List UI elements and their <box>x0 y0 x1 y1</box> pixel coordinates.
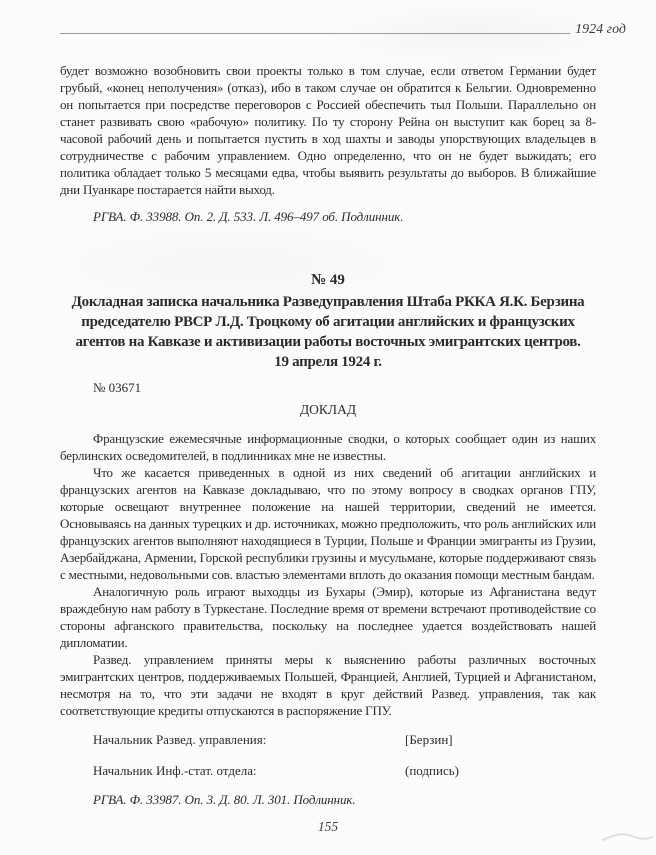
page-number: 155 <box>317 819 339 834</box>
doc-paragraph: Что же касается приведенных в одной из них сведений об агитации английских и французских агентов на Кавказе докладываю, что по этому вопросу в сводках органов ГПУ, которые освещают внутреннее положение на нашей территории, сведений не имеется. Основываясь на данных турецких и др. источниках, можно предположить, что роль английских или французских агентов выполняют находящиеся в Турции, Польше и Франции эмигранты из Грузии, Азербайджана, Армении, Горской республики грузины и мусульмане, которые поддерживают связь с местными, недовольными сов. властью элементами вплоть до оказания помощи местным бандам. <box>60 465 596 582</box>
doc-paragraph: Французские ежемесячные информационные сводки, о которых сообщает один из наших берлинских осведомителей, в подлинниках мне не известны. <box>60 431 596 463</box>
page-content <box>60 62 596 808</box>
document-title <box>62 292 594 372</box>
signature-row <box>93 731 596 748</box>
header-rule <box>60 33 570 34</box>
document-outgoing-number: № 03671 <box>93 380 142 395</box>
doc-paragraph: Развед. управлением приняты меры к выяснению работы различных восточных эмигрантских центров, поддерживаемых Польшей, Францией, Англией, Турцией и Афганистаном, несмотря на то, что эти задачи не входят в круг действий Развед. управления, так как соответствующие кредиты отпускаются в распоряжение ГПУ. <box>60 652 596 718</box>
document-number: № 49 <box>311 272 345 288</box>
archive-reference-previous-doc: РГВА. Ф. 33988. Оп. 2. Д. 533. Л. 496–497 об. Подлинник. <box>93 209 404 224</box>
signature-name: (подпись) <box>405 763 459 778</box>
running-header <box>60 22 626 38</box>
archive-reference-current-doc: РГВА. Ф. 33987. Оп. 3. Д. 80. Л. 301. Подлинник. <box>93 792 356 807</box>
doc-paragraph: Аналогичную роль играют выходцы из Бухары (Эмир), которые из Афганистана ведут враждебную нам работу в Туркестане. Последние время от времени встречают противодействие со стороны афганского правительства, поскольку на последнее удается воздействовать нашей дипломатии. <box>60 584 596 650</box>
header-year-label: 1924 год <box>575 22 626 37</box>
signature-row <box>93 762 596 779</box>
signature-title: Начальник Развед. управления: <box>93 732 267 747</box>
signature-title: Начальник Инф.-стат. отдела: <box>93 763 257 778</box>
continuation-paragraph: будет возможно возобновить свои проекты только в том случае, если ответом Германии будет грубый, «конец неполучения» (отказ), ибо в таком случае он обратится к Бельгии. Одновременно он попытается при посредстве переговоров с Россией обеспечить тыл Польши. Параллельно он станет развивать свою «рабочую» политику. По ту сторону Рейна он выступит как борец за 8-часовой рабочий день и попытается пустить в ход шахты и заводы упорствующих владельцев в сотрудничестве с рабочим управлением. Одно определенно, что он не будет выжидать; его политика обладает только 5 месяцами едва, чтобы выявить результаты до выборов. В ближайшие дни Пуанкаре постарается найти выход. <box>60 63 596 197</box>
document-title-text: Докладная записка начальника Разведуправления Штаба РККА Я.К. Берзина председателю РВСР Л.Д. Троцкому об агитации английских и французских агентов на Кавказе и активизации работы восточных эмигрантских центров. <box>71 294 585 350</box>
scan-smudge-artifact <box>602 827 654 847</box>
signature-name: [Берзин] <box>405 732 453 747</box>
document-type-heading: ДОКЛАД <box>299 402 357 417</box>
document-date: 19 апреля 1924 г. <box>274 354 382 370</box>
